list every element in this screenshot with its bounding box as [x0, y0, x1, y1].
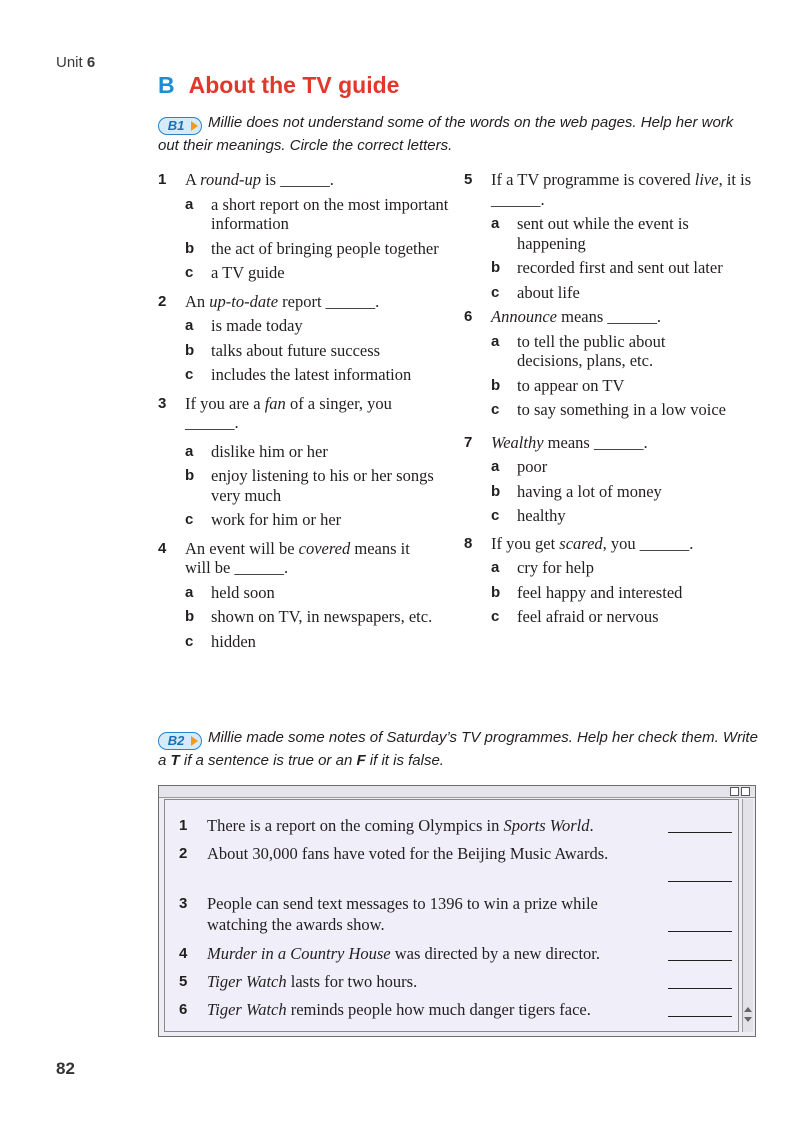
question-stem: If you get scared, you ______. [491, 533, 694, 553]
answer-blank[interactable] [668, 1016, 732, 1017]
answer-blank[interactable] [668, 881, 732, 882]
unit-prefix: Unit [56, 54, 83, 71]
option-a[interactable]: a poor [491, 457, 548, 476]
option-a[interactable]: a a short report on the most important information [185, 194, 449, 233]
option-b[interactable]: b talks about future success [185, 340, 381, 360]
question-number: 6 [464, 308, 473, 325]
window-title-bar [159, 786, 755, 798]
unit-label [56, 54, 95, 71]
note-3: 3 People can send text messages to 1396 to win a prize while watching the awards show. [179, 893, 727, 935]
play-arrow-icon [191, 121, 198, 131]
option-b[interactable]: b the act of bringing people together [185, 238, 439, 258]
option-a[interactable]: a sent out while the event is happening [491, 214, 689, 253]
question-1 [158, 170, 458, 283]
note-5: 5 Tiger Watch lasts for two hours. [179, 971, 727, 992]
section-title: About the TV guide [188, 72, 400, 98]
answer-blank[interactable] [668, 832, 732, 833]
question-stem: An up-to-date report ______. [185, 291, 380, 311]
option-c[interactable]: c to say something in a low voice [491, 400, 726, 419]
option-a[interactable]: a held soon [185, 582, 275, 602]
b1-instruction-text: Millie does not understand some of the words on the web pages. Help her work out their meanings. Circle the correct letters. [158, 114, 734, 154]
option-c[interactable]: c feel afraid or nervous [491, 607, 659, 626]
scrollbar[interactable] [742, 799, 753, 1032]
question-number: 4 [158, 539, 167, 557]
question-number: 2 [158, 292, 167, 310]
option-a[interactable]: a is made today [185, 316, 303, 335]
question-number: 3 [158, 394, 167, 412]
question-number: 8 [464, 534, 473, 552]
note-2: 2 About 30,000 fans have voted for the Beijing Music Awards. [179, 843, 727, 885]
option-c[interactable]: c a TV guide [185, 263, 285, 282]
section-header [158, 72, 399, 99]
option-b[interactable]: b enjoy listening to his or her songs very much [185, 466, 434, 505]
b1-badge-label: B1 [167, 118, 185, 133]
question-3 [158, 394, 458, 530]
b1-badge [158, 117, 202, 135]
b2-badge [158, 732, 202, 750]
question-stem: An event will be covered means it will be ______. [185, 538, 410, 577]
option-a[interactable]: a cry for help [491, 558, 594, 577]
scroll-up-icon[interactable] [744, 1007, 752, 1012]
question-number: 7 [464, 433, 473, 451]
option-a[interactable]: a to tell the public about decisions, plans, etc. [491, 331, 666, 370]
option-b[interactable]: b feel happy and interested [491, 582, 683, 602]
note-1: 1 There is a report on the coming Olympics in Sports World. [179, 815, 727, 836]
questions-right-column [464, 170, 764, 632]
b2-instruction: B2 Millie made some notes of Saturday’s TV programmes. Help her check them. Write a T if a sentence is true or an F if it is false. [158, 729, 758, 769]
question-stem: Wealthy means ______. [491, 432, 648, 452]
question-5 [464, 170, 764, 302]
page-number: 82 [56, 1059, 75, 1078]
option-b[interactable]: b to appear on TV [491, 375, 625, 395]
question-2 [158, 292, 458, 385]
question-stem: If you are a fan of a singer, you ______. [185, 393, 392, 432]
answer-blank[interactable] [668, 931, 732, 932]
question-stem: Announce means ______. [491, 307, 662, 326]
question-number: 5 [464, 171, 473, 188]
note-4: 4 Murder in a Country House was directed by a new director. [179, 943, 727, 964]
minimize-icon[interactable] [730, 787, 739, 796]
question-stem: A round-up is ______. [185, 170, 334, 189]
notes-window [158, 785, 756, 1037]
question-8 [464, 534, 764, 627]
maximize-icon[interactable] [741, 787, 750, 796]
option-c[interactable]: c healthy [491, 506, 566, 525]
option-b[interactable]: b recorded first and sent out later [491, 258, 723, 277]
question-6 [464, 307, 764, 420]
section-letter: B [158, 72, 175, 98]
option-c[interactable]: c work for him or her [185, 510, 342, 529]
option-b[interactable]: b having a lot of money [491, 481, 662, 501]
play-arrow-icon [191, 736, 198, 746]
notes-panel [164, 799, 739, 1032]
option-b[interactable]: b shown on TV, in newspapers, etc. [185, 607, 433, 626]
b1-instruction [158, 112, 758, 156]
question-7 [464, 433, 764, 526]
unit-number: 6 [86, 54, 96, 71]
answer-blank[interactable] [668, 988, 732, 989]
option-c[interactable]: c hidden [185, 631, 256, 651]
b2-badge-label: B2 [167, 733, 185, 748]
question-stem: If a TV programme is covered live, it is ______. [491, 170, 752, 209]
option-a[interactable]: a dislike him or her [185, 441, 328, 461]
questions-left-column [158, 170, 458, 656]
question-4 [158, 539, 458, 652]
question-number: 1 [158, 171, 167, 188]
option-c[interactable]: c includes the latest information [185, 365, 412, 384]
note-6: 6 Tiger Watch reminds people how much danger tigers face. [179, 999, 727, 1020]
scroll-down-icon[interactable] [744, 1017, 752, 1022]
option-c[interactable]: c about life [491, 282, 580, 302]
answer-blank[interactable] [668, 960, 732, 961]
